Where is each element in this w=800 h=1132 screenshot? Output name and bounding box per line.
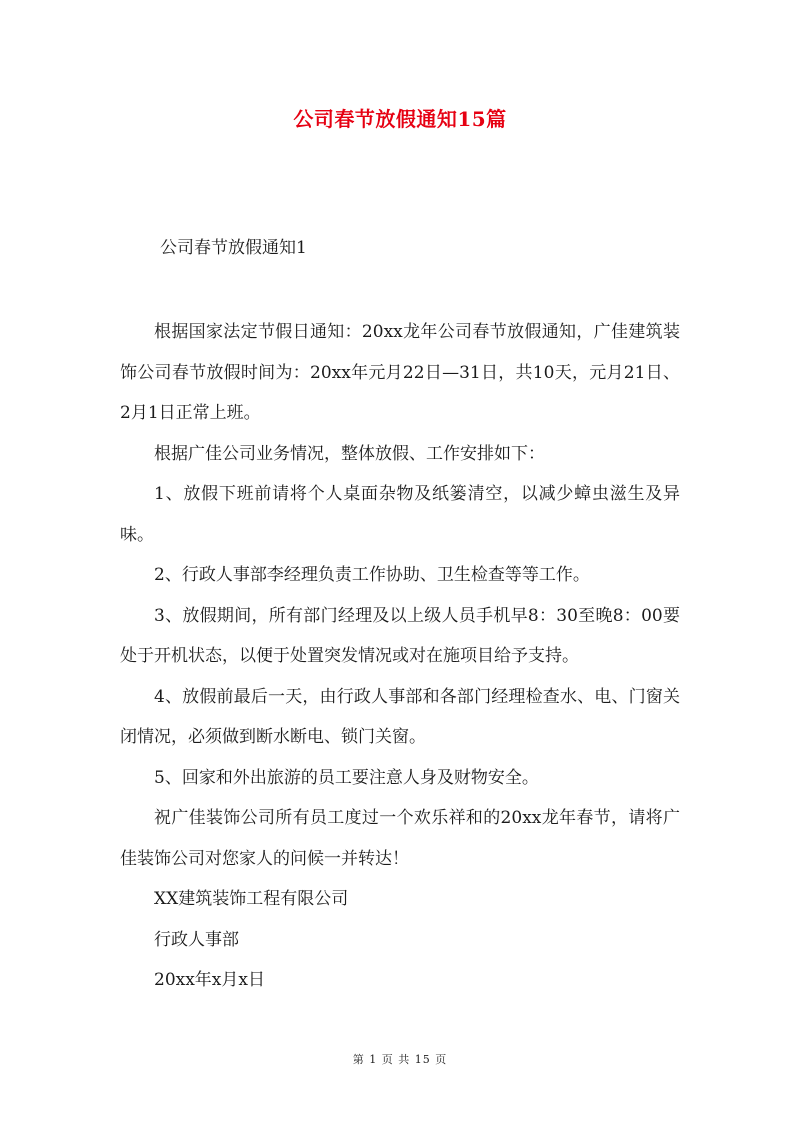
paragraph-item-2: 2、行政人事部李经理负责工作协助、卫生检查等等工作。: [154, 565, 590, 585]
paragraph-item-3: 3、放假期间，所有部门经理及以上级人员手机早8：30至晚8：00要处于开机状态，以便于处置突发情况或对在施项目给予支持。: [120, 605, 680, 666]
paragraph-holiday-notice: 根据国家法定节假日通知：20xx龙年公司春节放假通知，广佳建筑装饰公司春节放假时间为：20xx年元月22日—31日，共10天，元月21日、2月1日正常上班。: [120, 322, 680, 423]
paragraph-item-1: 1、放假下班前请将个人桌面杂物及纸篓清空，以减少蟑虫滋生及异味。: [120, 484, 680, 545]
signature-company: XX建筑装饰工程有限公司: [154, 889, 349, 909]
signature-department: 行政人事部: [154, 929, 239, 950]
paragraph-arrangement-intro: 根据广佳公司业务情况，整体放假、工作安排如下：: [154, 443, 545, 464]
page-footer: 第 1 页 共 15 页: [352, 1053, 448, 1066]
paragraph-item-4: 4、放假前最后一天，由行政人事部和各部门经理检查水、电、门窗关闭情况，必须做到断水断电、锁门关窗。: [120, 686, 680, 747]
paragraph-greeting: 祝广佳装饰公司所有员工度过一个欢乐祥和的20xx龙年春节，请将广佳装饰公司对您家人的问候一并转达！: [120, 808, 680, 869]
document-title: 公司春节放假通知15篇: [293, 107, 507, 131]
document-body: [120, 312, 680, 1001]
paragraph-item-5: 5、回家和外出旅游的员工要注意人身及财物安全。: [154, 767, 539, 788]
signature-date: 20xx年x月x日: [154, 970, 265, 990]
section-heading: 公司春节放假通知1: [160, 238, 307, 258]
